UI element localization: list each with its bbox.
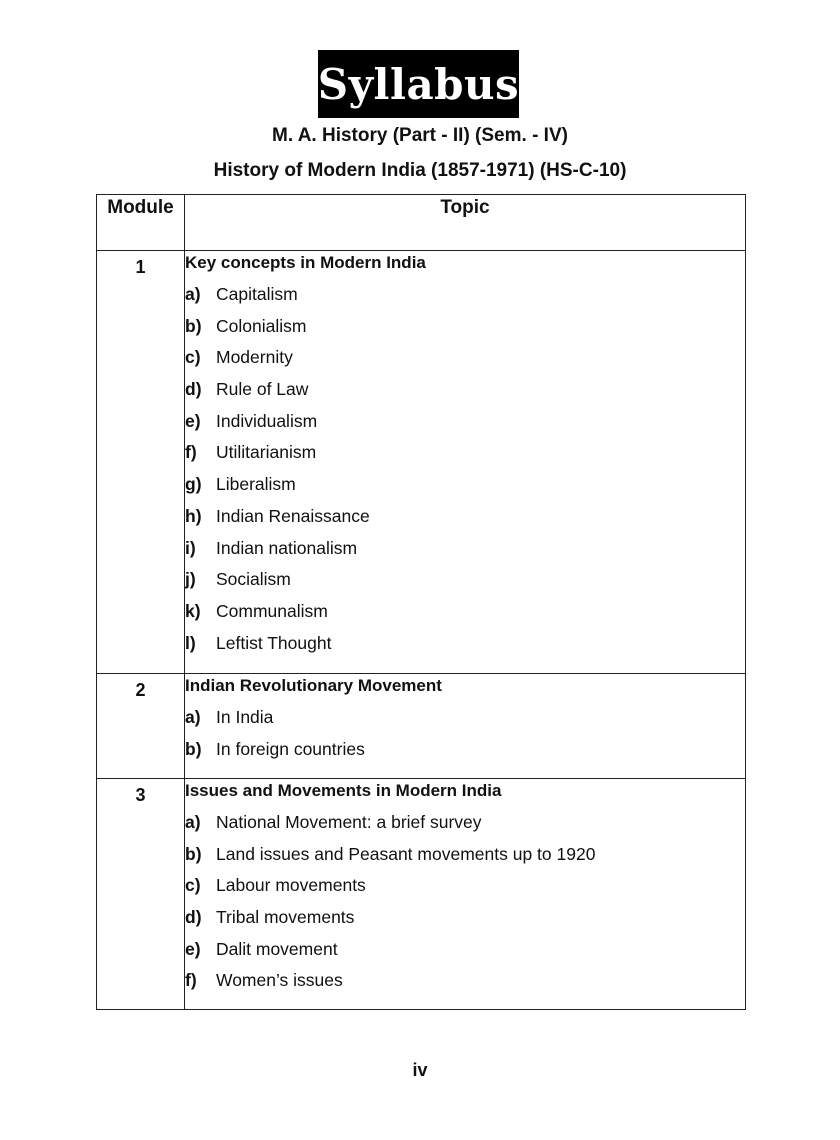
item-text: Liberalism [216, 474, 296, 495]
item-label: e) [185, 938, 201, 959]
topic-header: Topic [185, 195, 746, 251]
paper-title: History of Modern India (1857-1971) (HS-C-10) [213, 160, 627, 181]
item-text: Colonialism [216, 315, 307, 336]
table-header-row [97, 195, 746, 251]
item-text: In India [216, 707, 274, 727]
module-topics [185, 779, 746, 1010]
item-label: j) [185, 569, 196, 590]
item-label: k) [185, 600, 201, 621]
item-text: National Movement: a brief survey [216, 812, 482, 832]
item-text: Leftist Thought [216, 632, 332, 653]
table-row [97, 779, 746, 1010]
item-text: Socialism [216, 569, 291, 590]
item-label: f) [185, 442, 197, 463]
page-number: iv [412, 1060, 428, 1080]
list-item [185, 704, 745, 736]
list-item [185, 841, 745, 873]
list-item [185, 809, 745, 841]
list-item [185, 439, 745, 471]
list-item [185, 598, 745, 630]
item-text: Tribal movements [216, 907, 355, 928]
item-text: Capitalism [216, 284, 298, 304]
module-header: Module [97, 195, 185, 251]
table-row [97, 674, 746, 779]
syllabus-banner: Syllabus [318, 50, 519, 118]
item-label: a) [185, 284, 201, 304]
course-subtitle: M. A. History (Part - II) (Sem. - IV) [272, 125, 568, 146]
item-text: Indian Renaissance [216, 505, 370, 526]
module-number: 2 [97, 674, 185, 779]
item-text: In foreign countries [216, 738, 365, 759]
item-label: l) [185, 632, 196, 653]
list-item [185, 872, 745, 904]
item-label: g) [185, 474, 202, 495]
item-text: Labour movements [216, 875, 366, 896]
item-text: Indian nationalism [216, 537, 358, 558]
item-label: a) [185, 812, 201, 832]
module-topics [185, 674, 746, 779]
table-row [97, 251, 746, 674]
list-item [185, 967, 745, 999]
module-topics [185, 251, 746, 674]
item-label: b) [185, 843, 202, 864]
list-item [185, 376, 745, 408]
item-label: e) [185, 410, 201, 431]
item-text: Individualism [216, 410, 318, 431]
item-text: Land issues and Peasant movements up to 1920 [216, 843, 596, 864]
item-label: c) [185, 875, 201, 896]
list-item [185, 313, 745, 345]
list-item [185, 344, 745, 376]
item-label: a) [185, 707, 201, 727]
item-label: h) [185, 505, 202, 526]
item-label: b) [185, 738, 202, 759]
list-item [185, 471, 745, 503]
module-title: Issues and Movements in Modern India [185, 781, 502, 800]
item-label: d) [185, 907, 202, 928]
item-label: b) [185, 315, 202, 336]
syllabus-table [96, 194, 746, 1010]
item-text: Modernity [216, 347, 293, 368]
item-label: f) [185, 970, 197, 991]
item-text: Rule of Law [216, 379, 309, 400]
module-title: Key concepts in Modern India [185, 253, 426, 272]
list-item [185, 535, 745, 567]
list-item [185, 736, 745, 768]
module-number: 3 [97, 779, 185, 1010]
list-item [185, 936, 745, 968]
item-text: Women’s issues [216, 970, 343, 991]
module-title: Indian Revolutionary Movement [185, 676, 442, 695]
item-text: Dalit movement [216, 938, 338, 959]
list-item [185, 503, 745, 535]
item-label: d) [185, 379, 202, 400]
item-label: i) [185, 537, 196, 558]
list-item [185, 408, 745, 440]
item-text: Utilitarianism [216, 442, 317, 463]
item-text: Communalism [216, 600, 328, 621]
list-item [185, 630, 745, 662]
item-label: c) [185, 347, 201, 368]
module-number: 1 [97, 251, 185, 674]
list-item [185, 566, 745, 598]
list-item [185, 281, 745, 313]
list-item [185, 904, 745, 936]
